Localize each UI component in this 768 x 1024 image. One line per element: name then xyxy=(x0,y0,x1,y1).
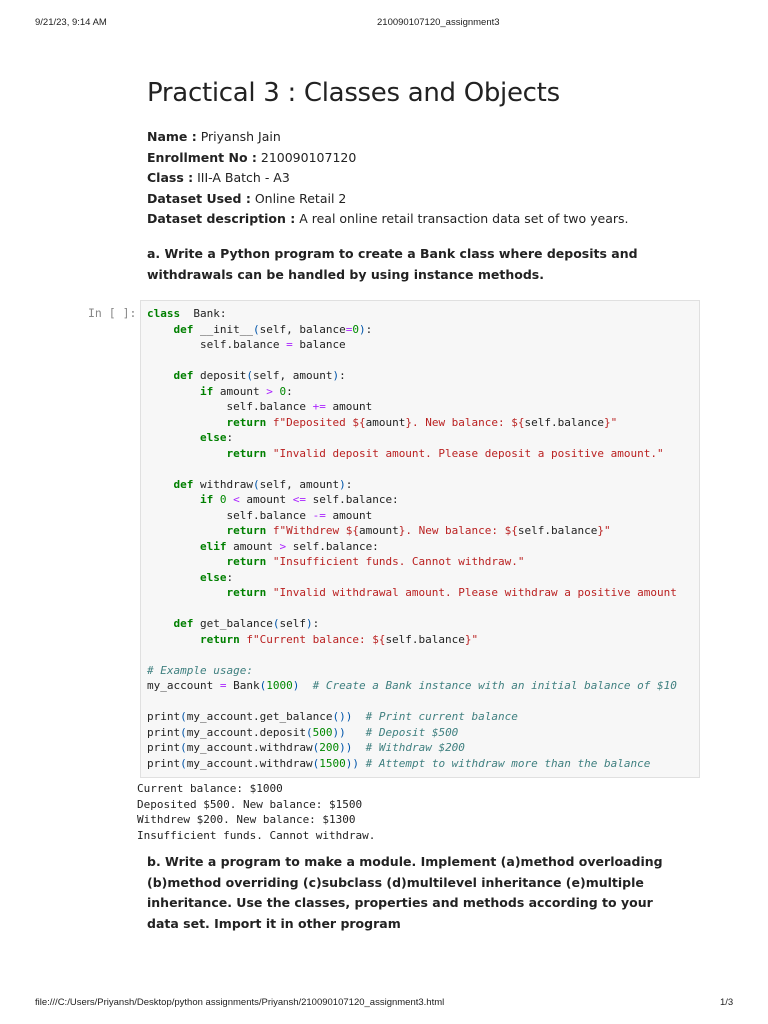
code-line xyxy=(147,647,677,663)
meta-label: Dataset Used : xyxy=(147,190,251,206)
question-a: a. Write a Python program to create a Bank class where deposits and withdrawals can be handled by using instance methods. xyxy=(147,246,638,282)
print-datetime: 9/21/23, 9:14 AM xyxy=(35,17,107,28)
code-line xyxy=(147,368,677,384)
code-line xyxy=(147,694,677,710)
code-line xyxy=(147,415,677,431)
code-line xyxy=(147,523,677,539)
code-token: }. New balance: ${ xyxy=(398,524,518,537)
code-line xyxy=(147,399,677,415)
code-line xyxy=(147,601,677,617)
code-token: = xyxy=(286,338,293,351)
code-token: amount xyxy=(325,400,373,413)
code-token: ()) xyxy=(332,710,353,723)
code-token: : xyxy=(226,431,234,444)
code-token: 1500 xyxy=(319,756,346,770)
code-token: "Insufficient funds. Cannot withdraw." xyxy=(272,555,525,568)
meta-label: Enrollment No : xyxy=(147,149,257,165)
meta-value: Priyansh Jain xyxy=(196,129,281,144)
code-cell[interactable] xyxy=(140,300,700,778)
code-token: ) xyxy=(305,617,313,630)
code-token xyxy=(266,447,273,460)
meta-label: Class : xyxy=(147,170,194,185)
question-b: b. Write a program to make a module. Implement (a)method overloading (b)method overriding (c)subclass (d)multilevel inheritance (e)multiple inheritance. Use the classes, properties and methods according to your data set. Import it in other program xyxy=(147,854,663,931)
code-token: : xyxy=(345,477,353,491)
code-token xyxy=(147,493,200,506)
code-token: = xyxy=(219,679,227,692)
code-token: self.balance: xyxy=(286,539,379,553)
code-token xyxy=(147,555,226,568)
code-line xyxy=(147,554,677,570)
code-line xyxy=(147,477,677,493)
code-token: f"Current balance: ${ xyxy=(246,632,386,646)
code-token: }" xyxy=(604,415,618,429)
code-token: else xyxy=(199,431,227,444)
code-token: f"Withdrew ${ xyxy=(272,524,359,537)
code-token: <= xyxy=(292,493,306,506)
code-token: balance xyxy=(292,338,346,351)
code-token: # Withdraw $200 xyxy=(365,741,465,754)
meta-value: A real online retail transaction data set of two years. xyxy=(295,211,629,226)
code-token: )) xyxy=(339,741,353,754)
code-token xyxy=(352,710,365,723)
code-token: > xyxy=(279,539,287,553)
code-line xyxy=(147,632,677,648)
code-token: def xyxy=(173,477,194,491)
code-token xyxy=(147,524,226,537)
code-token: print xyxy=(147,710,181,723)
code-token: "Invalid withdrawal amount. Please withdraw a positive amount xyxy=(272,586,677,599)
code-line xyxy=(147,384,677,400)
code-token: 200 xyxy=(319,741,340,754)
code-token: : xyxy=(365,322,373,336)
code-token: def xyxy=(173,322,194,336)
code-token: )) xyxy=(332,725,346,739)
code-token xyxy=(147,586,226,599)
cell-output xyxy=(137,781,375,843)
code-token: class xyxy=(147,307,181,320)
code-token: my_account.deposit xyxy=(186,725,306,739)
code-token: > xyxy=(266,384,273,398)
code-token: self.balance xyxy=(147,338,287,351)
code-token: ( xyxy=(272,617,280,630)
code-token: Bank: xyxy=(180,307,227,320)
code-line xyxy=(147,461,677,477)
code-token xyxy=(147,540,200,553)
code-token: __init__ xyxy=(193,322,253,336)
meta-enrollment xyxy=(147,148,628,169)
code-token: else xyxy=(199,570,227,584)
code-token: : xyxy=(226,570,234,584)
code-line xyxy=(147,306,677,322)
code-token: return xyxy=(226,586,267,599)
code-token: # Attempt to withdraw more than the balance xyxy=(365,756,651,770)
code-line xyxy=(147,678,677,694)
meta-value: 210090107120 xyxy=(256,149,357,165)
page-title: Practical 3 : Classes and Objects xyxy=(147,78,560,108)
code-token: }" xyxy=(597,524,611,537)
code-token: ( xyxy=(259,679,267,692)
code-token: Bank xyxy=(226,679,260,692)
code-line xyxy=(147,322,677,338)
code-token: ) xyxy=(339,477,346,491)
code-token: ( xyxy=(312,741,320,754)
code-token: amount xyxy=(358,524,399,537)
code-token: deposit xyxy=(193,369,247,382)
code-token xyxy=(213,493,220,506)
code-token: my_account.get_balance xyxy=(186,710,333,723)
code-token: ( xyxy=(252,477,260,491)
code-token: += xyxy=(312,400,326,413)
code-token: 1000 xyxy=(266,679,293,692)
code-token xyxy=(346,726,366,739)
code-line xyxy=(147,508,677,524)
code-token: if xyxy=(199,493,214,506)
code-token xyxy=(299,679,312,692)
code-line xyxy=(147,725,677,741)
code-line xyxy=(147,616,677,632)
file-path: file:///C:/Users/Priyansh/Desktop/python assignments/Priyansh/210090107120_assignment3.html xyxy=(35,997,445,1008)
code-token: self.balance xyxy=(385,632,465,646)
code-token: # Deposit $500 xyxy=(365,725,459,739)
code-token: }" xyxy=(464,632,479,646)
code-token: 0 xyxy=(352,322,359,336)
code-token: amount xyxy=(365,415,406,429)
meta-dataset-description xyxy=(147,209,628,230)
code-token: elif xyxy=(199,539,227,553)
code-token: def xyxy=(173,617,194,630)
code-token xyxy=(147,571,200,584)
code-token: print xyxy=(147,741,181,754)
code-token: ) xyxy=(292,679,300,692)
output-line: Insufficient funds. Cannot withdraw. xyxy=(137,828,376,842)
code-token xyxy=(266,524,273,537)
code-token: 500 xyxy=(312,725,333,739)
code-token xyxy=(266,416,273,429)
code-token: 0 xyxy=(219,493,227,506)
code-token xyxy=(266,586,273,599)
code-line xyxy=(147,353,677,369)
code-token: return xyxy=(226,524,267,537)
code-token: my_account.withdraw xyxy=(186,741,313,754)
code-token xyxy=(359,757,366,770)
meta-dataset xyxy=(147,189,628,210)
code-token xyxy=(266,555,273,568)
code-line xyxy=(147,709,677,725)
code-token: self.balance xyxy=(517,524,598,537)
page-number: 1/3 xyxy=(720,997,734,1008)
meta-value: III-A Batch - A3 xyxy=(193,170,290,185)
code-token: ( xyxy=(180,756,187,770)
code-token xyxy=(147,633,200,646)
code-token: print xyxy=(147,756,181,770)
code-token: 0 xyxy=(279,384,287,398)
code-token: def xyxy=(173,369,194,382)
meta-class xyxy=(147,168,628,189)
code-line xyxy=(147,756,677,772)
meta-value: Online Retail 2 xyxy=(250,190,347,206)
code-token xyxy=(352,741,365,754)
code-token: "Invalid deposit amount. Please deposit a positive amount." xyxy=(272,446,664,460)
student-info xyxy=(147,127,628,230)
code-token: return xyxy=(226,415,267,429)
code-token: ) xyxy=(358,322,366,336)
code-token: self, balance xyxy=(259,322,346,336)
code-line xyxy=(147,446,677,462)
code-token: ( xyxy=(180,725,187,739)
code-token: amount xyxy=(239,493,293,506)
code-token: get_balance xyxy=(193,617,273,630)
code-token: amount xyxy=(213,384,267,398)
code-token: self.balance xyxy=(147,400,313,413)
code-token: amount xyxy=(226,539,280,553)
code-token: -= xyxy=(312,508,326,522)
meta-label: Dataset description : xyxy=(147,211,296,226)
code-token: self xyxy=(279,617,306,630)
code-token: # Print current balance xyxy=(365,710,518,723)
code-line xyxy=(147,663,677,679)
code-token: ) xyxy=(332,369,340,382)
output-line: Current balance: $1000 xyxy=(137,782,283,795)
code-token xyxy=(147,385,200,398)
code-token: amount xyxy=(325,508,373,522)
code-token: return xyxy=(226,446,267,460)
code-token: # Example usage: xyxy=(147,663,253,677)
code-token: ( xyxy=(312,756,320,770)
code-token: self.balance xyxy=(524,415,605,429)
code-token: f"Deposited ${ xyxy=(272,415,366,429)
code-token xyxy=(147,478,174,491)
code-content xyxy=(147,306,677,771)
code-token xyxy=(147,323,174,336)
code-token: : xyxy=(339,369,346,382)
code-line xyxy=(147,585,677,601)
code-token xyxy=(147,369,174,382)
code-line xyxy=(147,337,677,353)
code-token: my_account.withdraw xyxy=(186,756,313,770)
meta-label: Name : xyxy=(147,129,197,144)
code-token: withdraw xyxy=(193,477,253,491)
code-token: : xyxy=(312,617,320,630)
code-token: ( xyxy=(252,322,260,336)
code-token xyxy=(147,447,226,460)
code-token: if xyxy=(199,384,214,398)
code-token xyxy=(147,617,174,630)
code-token: ( xyxy=(246,369,253,382)
code-line xyxy=(147,570,677,586)
cell-prompt: In [ ]: xyxy=(88,306,137,320)
code-token: print xyxy=(147,725,181,739)
code-token xyxy=(147,431,200,444)
code-line xyxy=(147,430,677,446)
code-token: ( xyxy=(180,741,187,754)
code-token: self, amount xyxy=(252,369,333,382)
print-doc-title: 210090107120_assignment3 xyxy=(377,17,500,28)
code-token: )) xyxy=(345,756,359,770)
code-token: self, amount xyxy=(259,477,340,491)
code-token: < xyxy=(233,493,240,506)
code-token: }. New balance: ${ xyxy=(405,415,525,429)
code-token: = xyxy=(345,322,353,336)
code-token: ( xyxy=(180,710,187,723)
code-token: self.balance xyxy=(147,508,313,522)
code-line xyxy=(147,539,677,555)
output-line: Deposited $500. New balance: $1500 xyxy=(137,797,363,811)
code-token: : xyxy=(286,384,293,398)
code-token: self.balance: xyxy=(305,493,399,506)
code-token: return xyxy=(199,632,240,646)
code-token: # Create a Bank instance with an initial balance of $10 xyxy=(312,679,677,692)
code-line xyxy=(147,740,677,756)
output-line: Withdrew $200. New balance: $1300 xyxy=(137,813,356,826)
code-line xyxy=(147,492,677,508)
code-token xyxy=(147,416,226,429)
meta-name xyxy=(147,127,628,148)
code-token: ( xyxy=(305,725,313,739)
code-token: return xyxy=(226,555,267,568)
code-token: my_account xyxy=(147,679,220,692)
